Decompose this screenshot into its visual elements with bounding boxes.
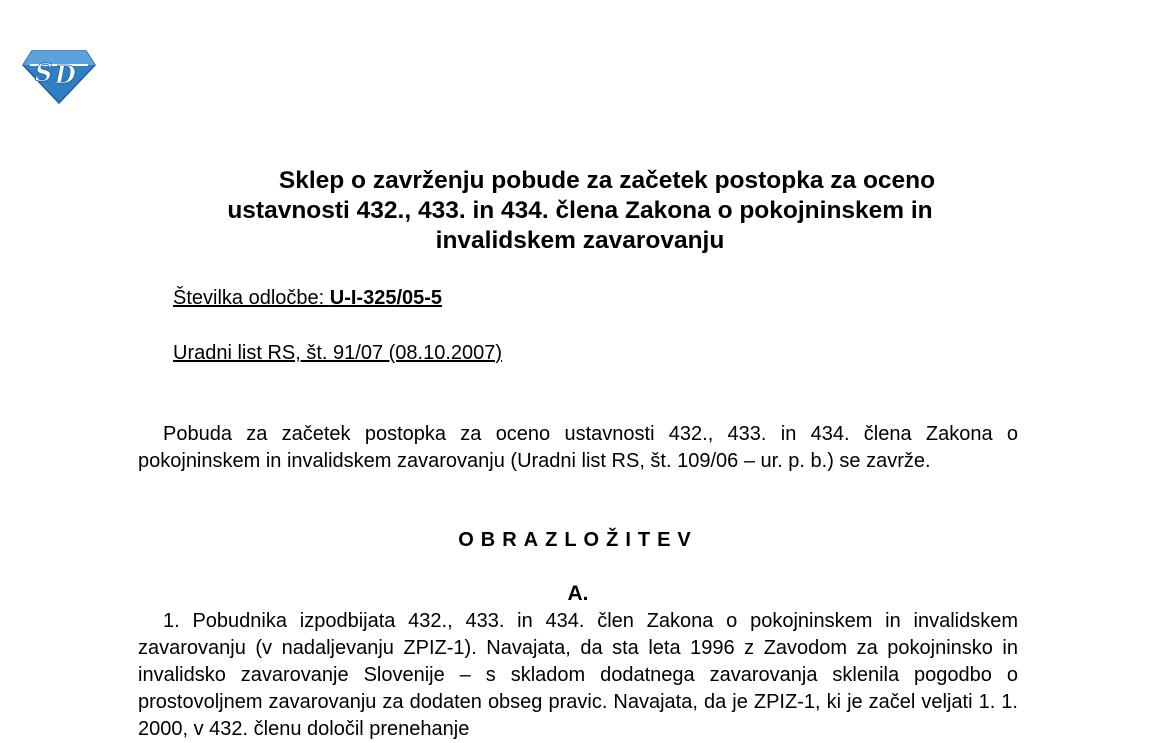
- title-line-3: invalidskem zavarovanju: [435, 227, 725, 254]
- ruling-paragraph: Pobuda za začetek postopka za oceno ustavnosti 432., 433. in 434. člena Zakona o pokojninskem in invalidskem zavarovanju (Uradni list RS, št. 109/06 – ur. p. b.) se zavrže.: [138, 423, 1018, 472]
- sd-logo-icon: [22, 47, 96, 105]
- reasoning-paragraph-1: 1. Pobudnika izpodbijata 432., 433. in 434. člen Zakona o pokojninskem in invalidskem zavarovanju (v nadaljevanju ZPIZ-1). Navajata, da sta leta 1996 z Zavodom za pokojninsko in invalidsko zavarovanje Slovenije – s skladom dodatnega zavarovanja sklenila pogodbo o prostovoljnem zavarovanju za dodaten obseg pravic. Navajata, da je ZPIZ-1, ki je začel veljati 1. 1. 2000, v 432. členu določil prenehanje: [138, 610, 1018, 740]
- document-title: [150, 166, 1010, 256]
- reasoning-heading: OBRAZLOŽITEV: [458, 529, 698, 551]
- decision-label: Številka odločbe:: [173, 287, 330, 309]
- decision-number: U-I-325/05-5: [329, 287, 443, 309]
- svg-text:S: S: [35, 58, 53, 87]
- section-a-heading: A.: [567, 582, 589, 605]
- title-line-2: ustavnosti 432., 433. in 434. člena Zakona o pokojninskem in: [227, 197, 933, 224]
- svg-text:D: D: [55, 60, 76, 89]
- decision-number-line: [173, 286, 442, 310]
- title-line-1: Sklep o zavrženju pobude za začetek postopka za oceno: [278, 167, 936, 194]
- official-gazette-reference: Uradni list RS, št. 91/07 (08.10.2007): [173, 342, 503, 364]
